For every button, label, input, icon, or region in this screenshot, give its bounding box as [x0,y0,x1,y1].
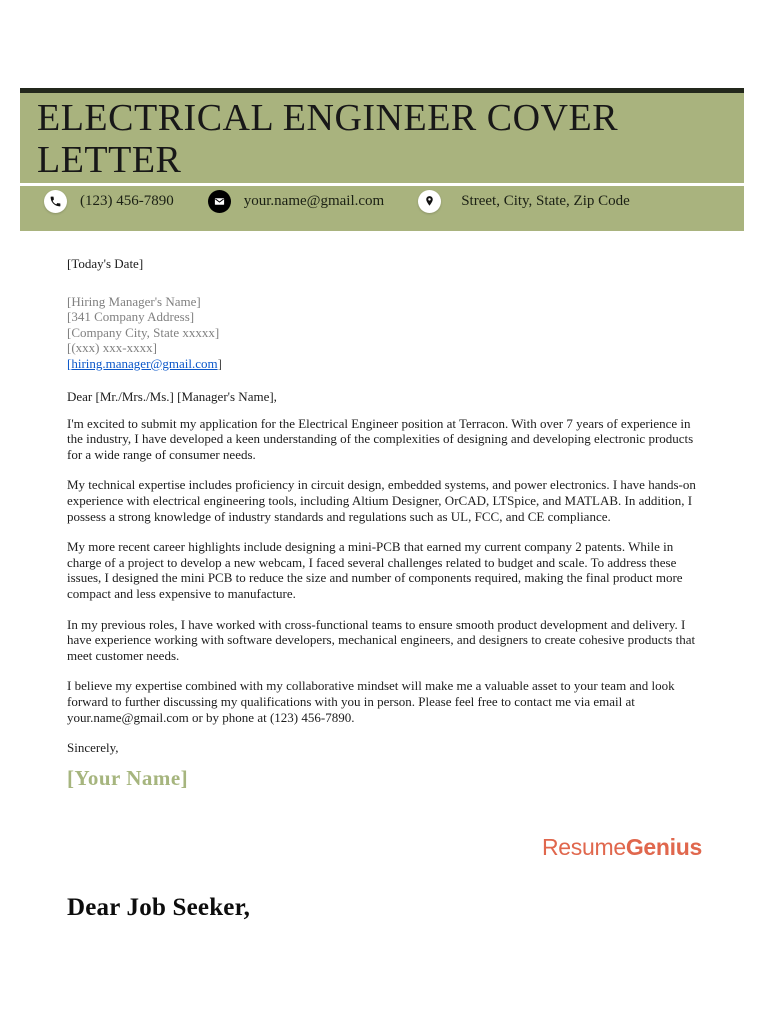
email-bracket-close: ] [217,355,222,371]
letter-body [67,254,703,790]
contact-row [44,188,744,214]
phone-number: (123) 456-7890 [80,192,174,209]
job-seeker-heading: Dear Job Seeker, [67,894,251,921]
recipient-city-state: [Company City, State xxxxx] [67,324,220,340]
email-icon [208,190,231,213]
salutation: Dear [Mr./Mrs./Ms.] [Manager's Name], [67,389,277,405]
recipient-phone: [(xxx) xxx-xxxx] [67,340,157,356]
recipient-block [67,294,703,356]
resumegenius-logo [542,836,702,859]
phone-icon [44,190,67,213]
location-icon [418,190,441,213]
contact-address [418,190,630,213]
header-band [20,88,744,231]
recipient-email-link[interactable] [67,356,218,371]
page-title: ELECTRICAL ENGINEER COVER LETTER [20,93,744,183]
email-address: your.name@gmail.com [243,192,385,209]
paragraph-closing-pitch: I believe my expertise combined with my collaborative mindset will make me a valuable asset to your team and look forward to further discussing my qualifications with you in person. Please feel free to contact me via email at your.name@gmail.com or by phone at (123) 456-7890. [67,678,675,725]
logo-genius-text: Genius [625,834,702,860]
recipient-name: [Hiring Manager's Name] [67,293,201,309]
paragraph-intro: I'm excited to submit my application for the Electrical Engineer position at Terracon. With over 7 years of experience in the industry, I have developed a keen understanding of the complexities of designing and developing electronic products for a wide range of consumer needs. [67,415,694,462]
closing: Sincerely, [67,740,119,756]
recipient-email-line [67,356,703,372]
contact-bar [20,186,744,231]
contact-phone [44,190,174,213]
signature-placeholder: [Your Name] [67,765,189,790]
mailing-address: Street, City, State, Zip Code [461,192,630,209]
email-bracket-open: [ [67,355,72,371]
date-placeholder: [Today's Date] [67,256,144,271]
paragraph-career-highlights: My more recent career highlights include designing a mini-PCB that earned my current company 2 patents. While in charge of a project to develop a new webcam, I faced several challenges related to budget and scale. To address these issues, I designed the mini PCB to reduce the size and number of components required, making the final product more compact and less expensive to manufacture. [67,539,683,602]
recipient-address: [341 Company Address] [67,309,195,325]
recipient-email-text: hiring.manager@gmail.com [71,355,218,371]
logo-resume-text: Resume [541,834,626,860]
paragraph-technical-expertise: My technical expertise includes proficiency in circuit design, embedded systems, and power electronics. I have hands-on experience with electrical engineering tools, including Altium Designer, OrCAD, LTSpice, and MATLAB. In addition, I possess a strong knowledge of industry standards and regulations such as UL, FCC, and CE compliance. [67,477,696,524]
paragraph-teamwork: In my previous roles, I have worked with cross-functional teams to ensure smooth product development and delivery. I have experience working with software developers, mechanical engineers, and designers to create cohesive products that meet customer needs. [67,616,696,663]
contact-email [208,190,384,213]
